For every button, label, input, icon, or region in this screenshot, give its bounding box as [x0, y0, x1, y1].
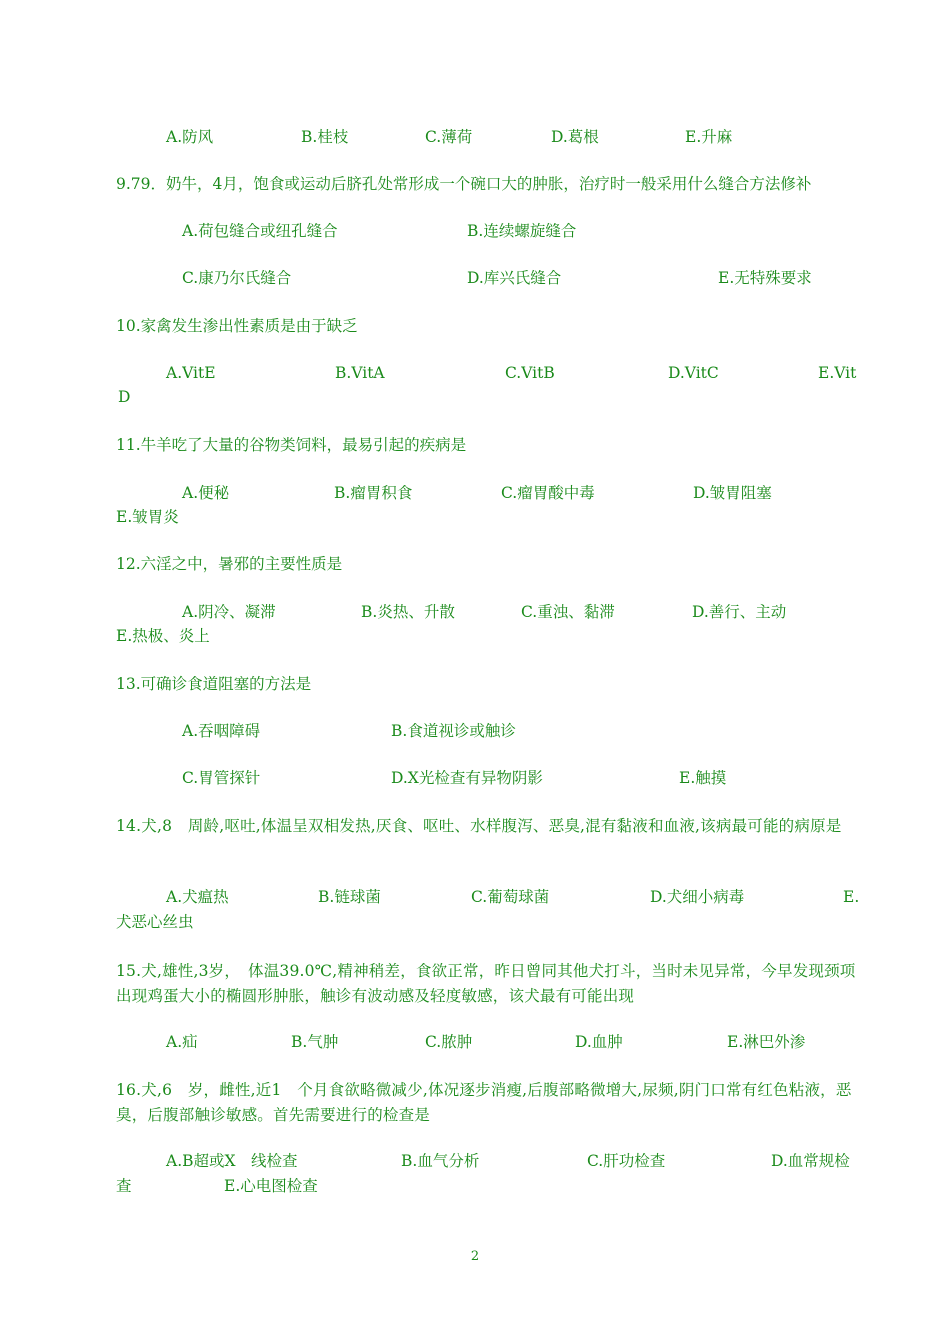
q16-option-c: C.肝功检查	[587, 1152, 666, 1170]
q10-option-d: D.VitC	[668, 364, 719, 382]
q15-option-a: A.疝	[166, 1033, 198, 1051]
q16-option-d-cont: 查	[116, 1177, 132, 1195]
q9-stem: 9.79．奶牛，4月，饱食或运动后脐孔处常形成一个碗口大的肿胀，治疗时一般采用什么缝合方法修补	[116, 175, 812, 193]
q8-option-c: C.薄荷	[425, 128, 473, 146]
q11-stem: 11.牛羊吃了大量的谷物类饲料，最易引起的疾病是	[116, 436, 467, 454]
q8-option-a: A.防风	[166, 128, 214, 146]
q13-option-b: B.食道视诊或触诊	[391, 722, 516, 740]
q13-option-e: E.触摸	[679, 769, 727, 787]
q11-option-d: D.皱胃阻塞	[693, 484, 772, 502]
q12-option-e: E.热极、炎上	[116, 627, 210, 645]
q16-option-e: E.心电图检查	[224, 1177, 318, 1195]
q11-option-c: C.瘤胃酸中毒	[501, 484, 595, 502]
q12-option-c: C.重浊、黏滞	[521, 603, 615, 621]
q15-stem: 15.犬,雄性,3岁， 体温39.0℃,精神稍差，食欲正常，昨日曾同其他犬打斗，当时未见异常，今早发现颈项出现鸡蛋大小的椭圆形肿胀，触诊有波动感及轻度敏感，该犬最有可能出现	[116, 962, 856, 1005]
q12-option-a: A.阴冷、凝滞	[182, 603, 276, 621]
q8-option-d: D.葛根	[551, 128, 599, 146]
q10-stem: 10.家禽发生渗出性素质是由于缺乏	[116, 317, 358, 335]
q12-option-d: D.善行、主动	[692, 603, 787, 621]
q9-option-e: E.无特殊要求	[718, 269, 812, 287]
q14-option-c: C.葡萄球菌	[471, 888, 550, 906]
q10-option-e-cont: D	[118, 388, 131, 406]
q13-option-a: A.吞咽障碍	[182, 722, 261, 740]
q14-option-e: E.	[843, 888, 860, 906]
q11-option-a: A.便秘	[182, 484, 230, 502]
q9-option-c: C.康乃尔氏缝合	[182, 269, 292, 287]
q12-option-b: B.炎热、升散	[361, 603, 455, 621]
q10-option-c: C.VitB	[505, 364, 555, 382]
q8-option-e: E.升麻	[685, 128, 733, 146]
q13-option-c: C.胃管探针	[182, 769, 261, 787]
q11-option-b: B.瘤胃积食	[334, 484, 413, 502]
q11-option-e: E.皱胃炎	[116, 508, 179, 526]
q14-option-b: B.链球菌	[318, 888, 381, 906]
q9-option-d: D.库兴氏缝合	[467, 269, 562, 287]
q15-option-e: E.淋巴外渗	[727, 1033, 806, 1051]
q16-stem: 16.犬,6 岁，雌性,近1 个月食欲略微减少,体况逐步消瘦,后腹部略微增大,尿频,阴门口常有红色粘液，恶臭，后腹部触诊敏感。首先需要进行的检查是	[116, 1081, 852, 1124]
q8-option-b: B.桂枝	[301, 128, 349, 146]
q16-option-d: D.血常规检	[771, 1152, 850, 1170]
q16-option-a: A.B超或X 线检查	[166, 1152, 298, 1170]
q12-stem: 12.六淫之中，暑邪的主要性质是	[116, 555, 343, 573]
q14-option-e-cont: 犬恶心丝虫	[116, 913, 194, 931]
q10-option-e: E.Vit	[818, 364, 857, 382]
q15-option-b: B.气肿	[291, 1033, 339, 1051]
q13-option-d: D.X光检查有异物阴影	[391, 769, 543, 787]
q16-option-b: B.血气分析	[401, 1152, 480, 1170]
q10-option-b: B.VitA	[335, 364, 385, 382]
q9-option-b: B.连续螺旋缝合	[467, 222, 577, 240]
q9-option-a: A.荷包缝合或纽孔缝合	[182, 222, 338, 240]
page-number: 2	[470, 1249, 480, 1264]
q13-stem: 13.可确诊食道阻塞的方法是	[116, 675, 312, 693]
q15-option-d: D.血肿	[575, 1033, 623, 1051]
q10-option-a: A.VitE	[166, 364, 216, 382]
q14-stem: 14.犬,8 周龄,呕吐,体温呈双相发热,厌食、呕吐、水样腹泻、恶臭,混有黏液和血液,该病最可能的病原是	[116, 817, 842, 835]
q14-option-a: A.犬瘟热	[166, 888, 229, 906]
q15-option-c: C.脓肿	[425, 1033, 473, 1051]
q14-option-d: D.犬细小病毒	[650, 888, 745, 906]
